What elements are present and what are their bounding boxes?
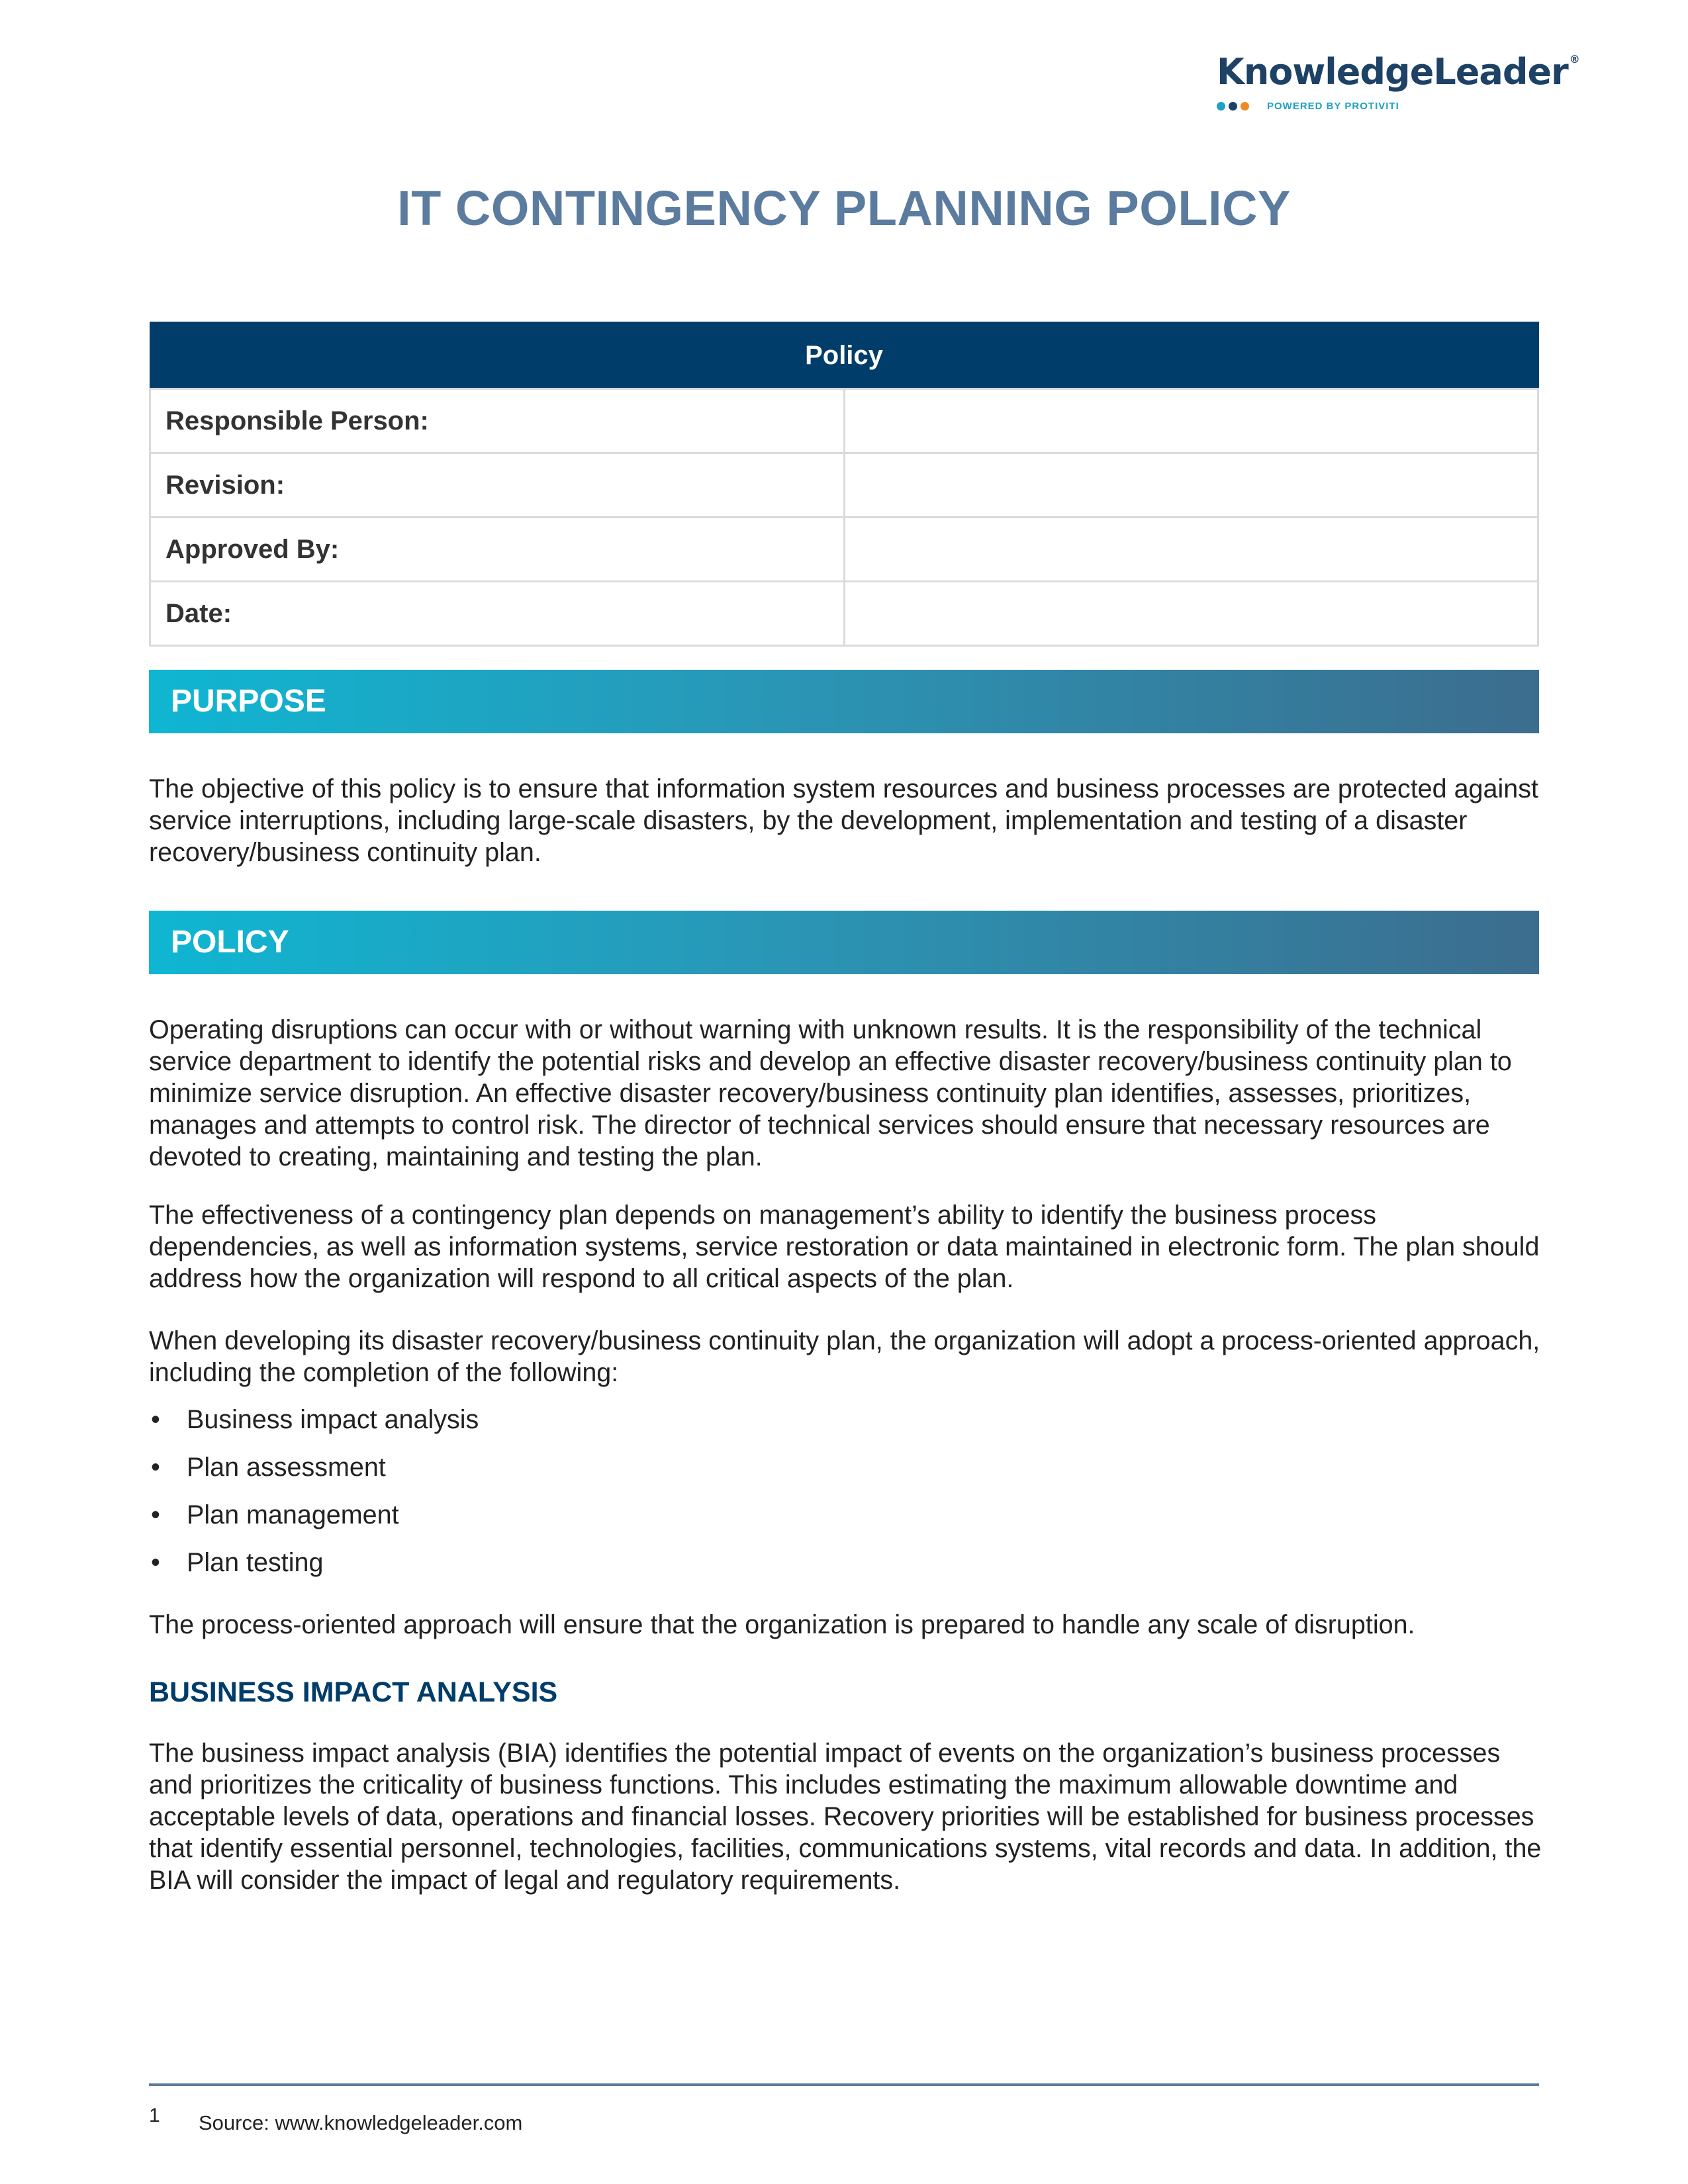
logo-dot-2-icon bbox=[1229, 102, 1237, 111]
process-steps-list bbox=[149, 1404, 479, 1594]
policy-paragraph-3: When developing its disaster recovery/business continuity plan, the organization will adopt a process-oriented approach, including the completion of the following: bbox=[149, 1326, 1540, 1387]
policy-section-banner: POLICY bbox=[149, 911, 1539, 974]
list-item-text: Plan assessment bbox=[187, 1453, 386, 1482]
policy-paragraph-1: Operating disruptions can occur with or without warning with unknown results. It is the responsibility of the technical service department to identify the potential risks and develop an effective disaster recovery/business continuity plan to minimize service disruption. An effective disaster recovery/business continuity plan identifies, assesses, prioritizes, manages and attempts to control risk. The director of technical services should ensure that necessary resources are devoted to creating, maintaining and testing the plan. bbox=[149, 1015, 1512, 1171]
revision-value[interactable] bbox=[844, 453, 1538, 518]
logo-wordmark bbox=[1217, 51, 1579, 93]
responsible-person-value[interactable] bbox=[844, 389, 1538, 453]
approved-by-label: Approved By: bbox=[150, 518, 845, 582]
footer-divider bbox=[149, 2083, 1539, 2086]
purpose-section-banner: PURPOSE bbox=[149, 670, 1539, 733]
bullet-icon: • bbox=[151, 1453, 160, 1482]
logo-tagline-row bbox=[1217, 101, 1534, 112]
list-item-text: Business impact analysis bbox=[187, 1405, 479, 1434]
logo-wordmark-text: KnowledgeLeader bbox=[1217, 51, 1568, 93]
date-label: Date: bbox=[150, 582, 845, 646]
footer-source: Source: www.knowledgeleader.com bbox=[199, 2111, 523, 2134]
logo-registered-mark: ® bbox=[1569, 53, 1579, 66]
date-value[interactable] bbox=[844, 582, 1538, 646]
policy-closing-paragraph: The process-oriented approach will ensure that the organization is prepared to handle any scale of disruption. bbox=[149, 1610, 1415, 1639]
list-item-text: Plan testing bbox=[187, 1548, 324, 1577]
list-item bbox=[149, 1451, 479, 1483]
policy-table-header-row bbox=[150, 322, 1538, 389]
table-row bbox=[150, 582, 1538, 646]
bullet-icon: • bbox=[151, 1500, 160, 1529]
logo-dot-3-icon bbox=[1241, 102, 1249, 111]
policy-table-header: Policy bbox=[150, 322, 1538, 389]
table-row bbox=[150, 389, 1538, 453]
policy-paragraph-2: The effectiveness of a contingency plan depends on management’s ability to identify the business process dependencies, as well as information systems, service restoration or data maintained in electronic form. The plan should address how the organization will respond to all critical aspects of the plan. bbox=[149, 1201, 1540, 1293]
logo-tagline: POWERED BY PROTIVITI bbox=[1267, 101, 1399, 112]
responsible-person-label: Responsible Person: bbox=[150, 389, 845, 453]
list-item bbox=[149, 1404, 479, 1435]
bullet-icon: • bbox=[151, 1548, 160, 1577]
approved-by-value[interactable] bbox=[844, 518, 1538, 582]
policy-info-table bbox=[149, 322, 1539, 647]
list-item bbox=[149, 1499, 479, 1531]
bia-paragraph: The business impact analysis (BIA) identifies the potential impact of events on the organization’s business processes and prioritizes the criticality of business functions. This includes estimating the maximum allowable downtime and acceptable levels of data, operations and financial losses. Recovery priorities will be established for business processes that identify essential personnel, technologies, facilities, communications systems, vital records and data. In addition, the BIA will consider the impact of legal and regulatory requirements. bbox=[149, 1739, 1542, 1895]
purpose-paragraph: The objective of this policy is to ensure that information system resources and business processes are protected against service interruptions, including large-scale disasters, by the development, implementation and testing of a disaster recovery/business continuity plan. bbox=[149, 774, 1538, 867]
revision-label: Revision: bbox=[150, 453, 845, 518]
page-number: 1 bbox=[149, 2105, 160, 2126]
table-row bbox=[150, 453, 1538, 518]
document-title: IT CONTINGENCY PLANNING POLICY bbox=[397, 181, 1291, 236]
list-item bbox=[149, 1547, 479, 1578]
bia-heading: BUSINESS IMPACT ANALYSIS bbox=[149, 1676, 558, 1708]
table-row bbox=[150, 518, 1538, 582]
knowledgeleader-logo bbox=[1217, 51, 1579, 112]
logo-dot-1-icon bbox=[1217, 102, 1225, 111]
bullet-icon: • bbox=[151, 1405, 160, 1434]
list-item-text: Plan management bbox=[187, 1500, 399, 1529]
